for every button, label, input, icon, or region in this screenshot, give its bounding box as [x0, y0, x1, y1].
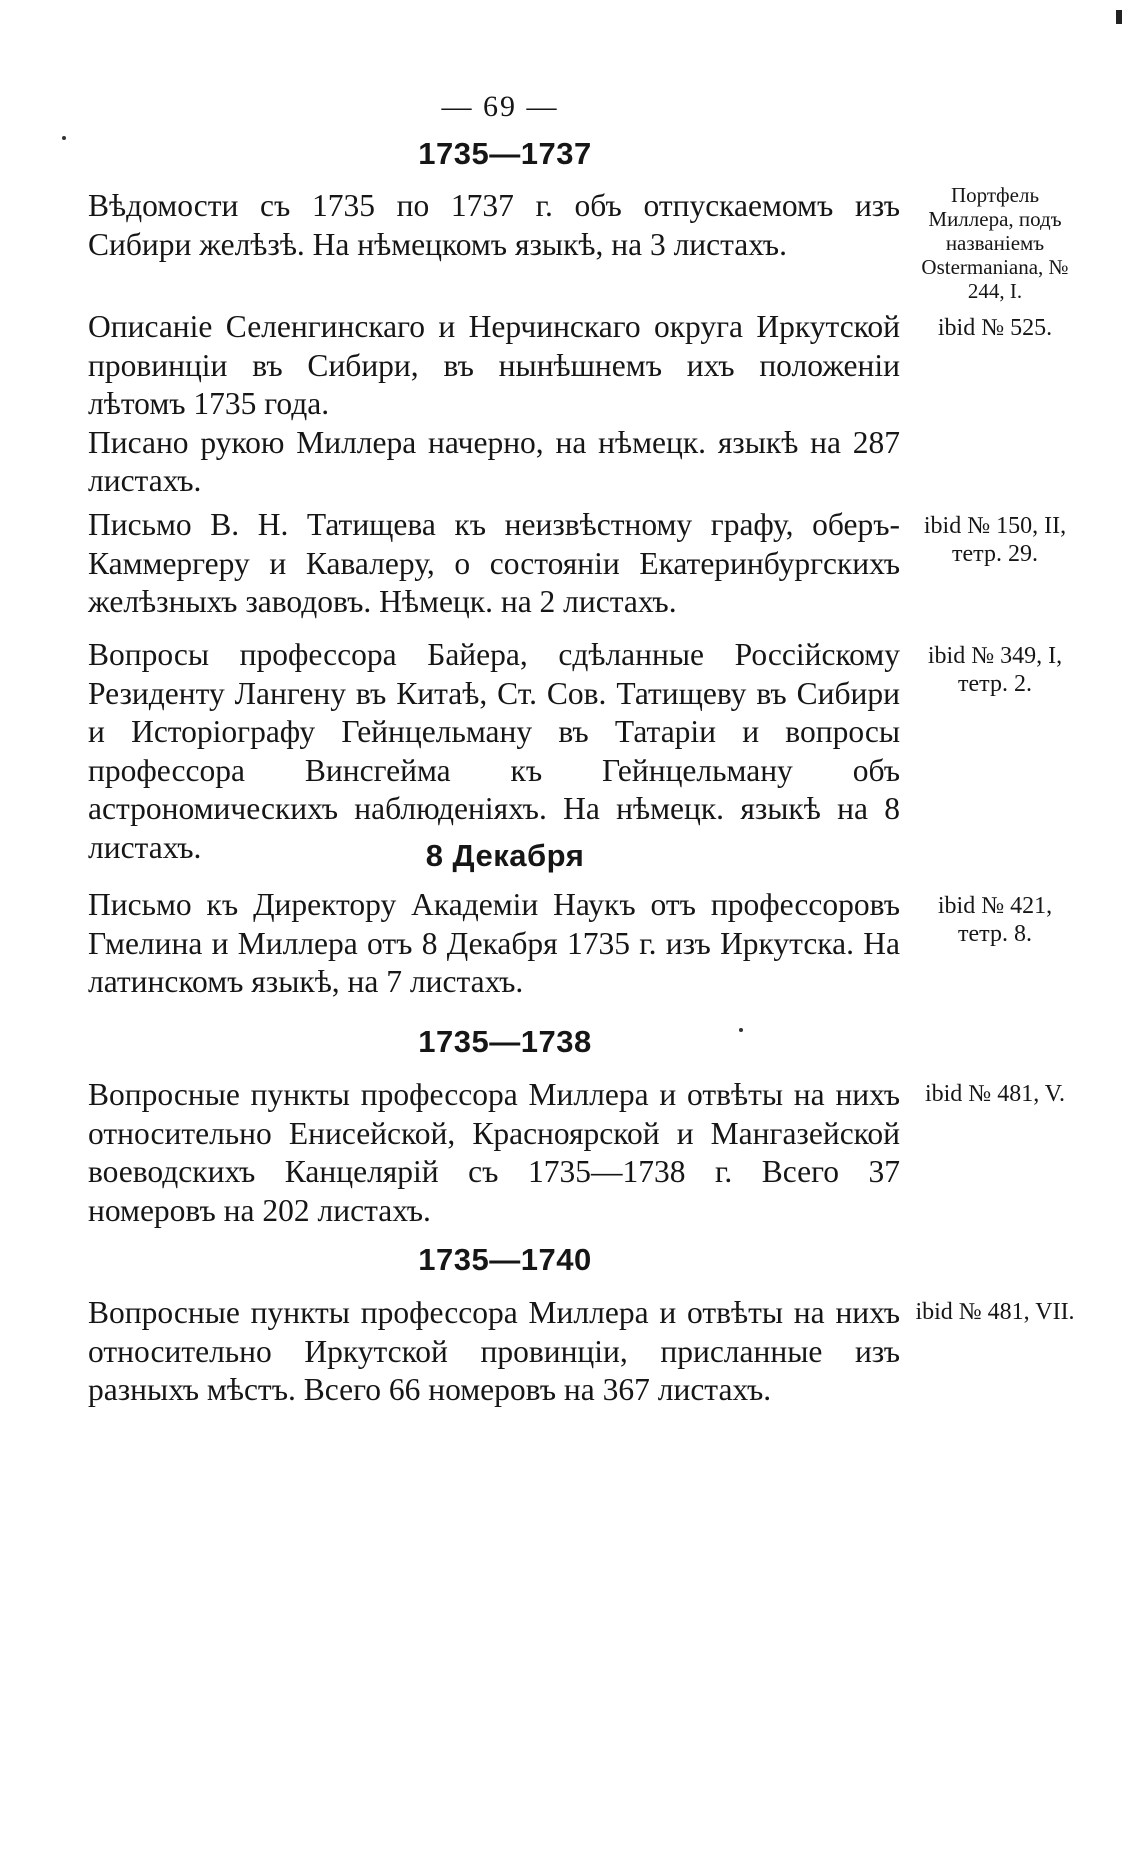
entry-reference: ibid № 421, тетр. 8.	[937, 893, 1053, 947]
page-number: — 69 —	[441, 90, 559, 123]
entry-reference: ibid № 525.	[937, 315, 1053, 341]
archive-entry	[88, 636, 1128, 867]
entry-reference: ibid № 481, VII.	[915, 1299, 1075, 1325]
archive-entry	[88, 506, 1128, 622]
archive-entry	[88, 1294, 1128, 1410]
archive-entry	[88, 886, 1128, 1002]
section-heading: 1735—1740	[418, 1242, 592, 1277]
section-heading: 1735—1738	[418, 1024, 592, 1059]
entry-reference: Портфель Миллера, подъ названіемъ Ostermaniana, № 244, I.	[921, 183, 1069, 303]
entry-text: Описаніе Селенгинскаго и Нерчинскаго округа Иркутской провинціи въ Сибири, въ нынѣшнемъ ихъ положеніи лѣтомъ 1735 года.	[88, 309, 900, 421]
entry-text: Вопросы профессора Байера, сдѣланные Россійскому Резиденту Лангену въ Китаѣ, Ст. Сов. Татищеву въ Сибири и Исторіографу Гейнцельману въ Татаріи и вопросы профессора Винсгейма къ Гейнцельману объ астрономическихъ наблюденіяхъ. На нѣмецк. языкѣ на 8 листахъ.	[88, 637, 900, 865]
entry-text: Вопросные пункты профессора Миллера и отвѣты на нихъ относительно Иркутской провинціи, присланные изъ разныхъ мѣстъ. Всего 66 номеровъ на 367 листахъ.	[88, 1295, 900, 1407]
section-heading: 1735—1737	[418, 136, 592, 171]
scan-corner-mark	[1116, 10, 1122, 24]
archive-entry	[88, 183, 1128, 303]
entry-note: Писано рукою Миллера начерно, на нѣмецк. языкѣ на 287 листахъ.	[88, 424, 900, 498]
archive-entry	[88, 1076, 1128, 1230]
entry-reference: ibid № 349, I, тетр. 2.	[927, 643, 1063, 697]
entry-text: Письмо В. Н. Татищева къ неизвѣстному графу, оберъ-Каммергеру и Кавалеру, о состояніи Екатеринбургскихъ желѣзныхъ заводовъ. Нѣмецк. на 2 листахъ.	[88, 507, 900, 619]
entry-text: Вѣдомости съ 1735 по 1737 г. объ отпускаемомъ изъ Сибири желѣзѣ. На нѣмецкомъ языкѣ, на 3 листахъ.	[88, 188, 900, 262]
archive-entry	[88, 308, 1128, 501]
entry-text: Вопросные пункты профессора Миллера и отвѣты на нихъ относительно Енисейской, Красноярской и Мангазейской воеводскихъ Канцелярій съ 1735—1738 г. Всего 37 номеровъ на 202 листахъ.	[88, 1077, 900, 1228]
entry-reference: ibid № 481, V.	[924, 1081, 1066, 1107]
section-heading: 8 Декабря	[425, 838, 585, 873]
entry-text: Письмо къ Директору Академіи Наукъ отъ профессоровъ Гмелина и Миллера отъ 8 Декабря 1735 г. изъ Иркутска. На латинскомъ языкѣ, на 7 листахъ.	[88, 887, 900, 999]
entry-reference: ibid № 150, II, тетр. 29.	[923, 513, 1067, 567]
